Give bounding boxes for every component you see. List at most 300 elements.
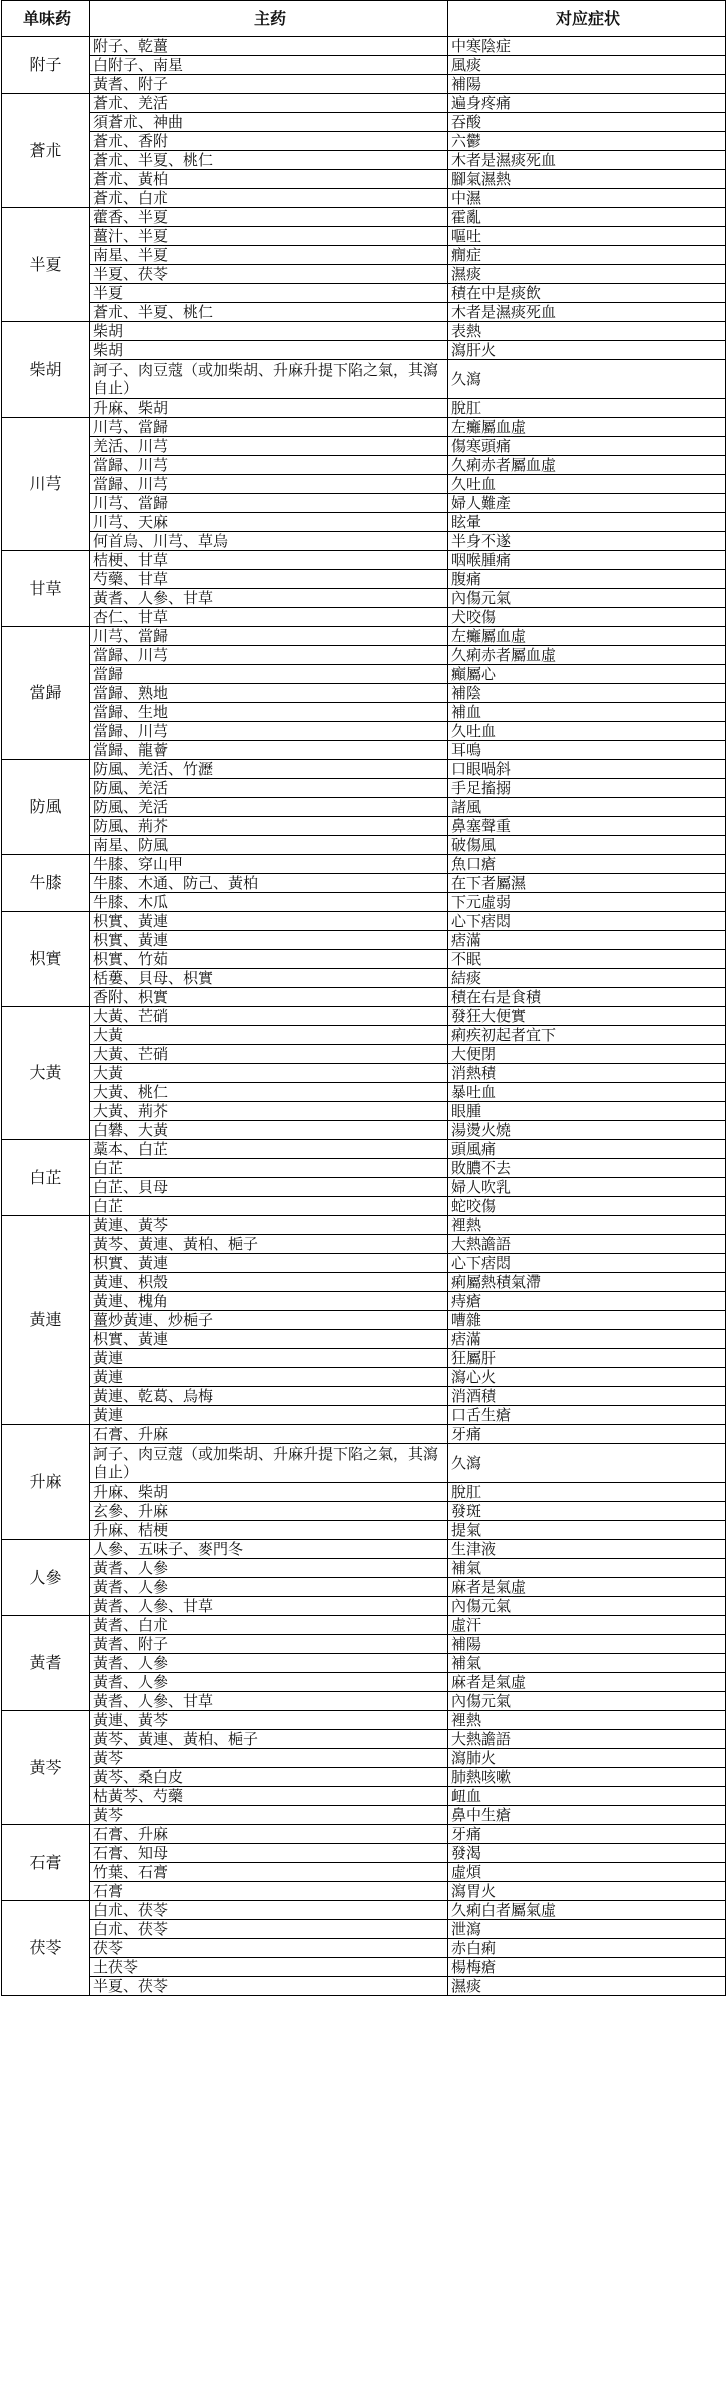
symptom-cell: 吞酸 (448, 113, 726, 132)
symptom-cell: 敗膿不去 (448, 1159, 726, 1178)
herb-name-cell: 白芷 (2, 1140, 90, 1216)
table-row (2, 1330, 726, 1349)
header-row (2, 1, 726, 37)
main-herbs-cell: 白朮、茯苓 (90, 1920, 448, 1939)
table-row (2, 950, 726, 969)
symptom-cell: 心下痞悶 (448, 1254, 726, 1273)
table-row (2, 284, 726, 303)
symptom-cell: 久瀉 (448, 1444, 726, 1483)
table-row (2, 1654, 726, 1673)
symptom-cell: 脫肛 (448, 399, 726, 418)
symptom-cell: 瀉胃火 (448, 1882, 726, 1901)
header-symptoms: 对应症状 (448, 1, 726, 37)
table-row (2, 170, 726, 189)
main-herbs-cell: 訶子、肉豆蔻（或加柴胡、升麻升提下陷之氣，其瀉自止） (90, 360, 448, 399)
table-row (2, 646, 726, 665)
table-row (2, 1863, 726, 1882)
main-herbs-cell: 白礬、大黃 (90, 1121, 448, 1140)
table-row (2, 1711, 726, 1730)
main-herbs-cell: 當歸、川芎 (90, 456, 448, 475)
main-herbs-cell: 桔梗、甘草 (90, 551, 448, 570)
table-row (2, 551, 726, 570)
symptom-cell: 瀉肝火 (448, 341, 726, 360)
symptom-cell: 發斑 (448, 1502, 726, 1521)
table-row (2, 513, 726, 532)
symptom-cell: 痢疾初起者宜下 (448, 1026, 726, 1045)
symptom-cell: 嘈雜 (448, 1311, 726, 1330)
main-herbs-cell: 川芎、當歸 (90, 494, 448, 513)
herb-name-cell: 大黃 (2, 1007, 90, 1140)
herb-table (1, 0, 726, 1996)
main-herbs-cell: 當歸、熟地 (90, 684, 448, 703)
table-row (2, 570, 726, 589)
main-herbs-cell: 升麻、柴胡 (90, 399, 448, 418)
table-row (2, 1406, 726, 1425)
symptom-cell: 赤白痢 (448, 1939, 726, 1958)
main-herbs-cell: 川芎、當歸 (90, 627, 448, 646)
symptom-cell: 頭風痛 (448, 1140, 726, 1159)
main-herbs-cell: 南星、半夏 (90, 246, 448, 265)
table-row (2, 1597, 726, 1616)
table-row (2, 1368, 726, 1387)
table-row (2, 893, 726, 912)
table-row (2, 1578, 726, 1597)
table-row (2, 1540, 726, 1559)
symptom-cell: 婦人難產 (448, 494, 726, 513)
main-herbs-cell: 大黃、芒硝 (90, 1045, 448, 1064)
table-row (2, 113, 726, 132)
table-row (2, 1958, 726, 1977)
main-herbs-cell: 杏仁、甘草 (90, 608, 448, 627)
symptom-cell: 遍身疼痛 (448, 94, 726, 113)
symptom-cell: 內傷元氣 (448, 589, 726, 608)
main-herbs-cell: 香附、枳實 (90, 988, 448, 1007)
table-row (2, 1311, 726, 1330)
table-row (2, 1235, 726, 1254)
symptom-cell: 口舌生瘡 (448, 1406, 726, 1425)
symptom-cell: 補陽 (448, 1635, 726, 1654)
main-herbs-cell: 大黃、桃仁 (90, 1083, 448, 1102)
symptom-cell: 麻者是氣虛 (448, 1673, 726, 1692)
main-herbs-cell: 黃芩、桑白皮 (90, 1768, 448, 1787)
main-herbs-cell: 白附子、南星 (90, 56, 448, 75)
table-row (2, 189, 726, 208)
table-row (2, 1806, 726, 1825)
symptom-cell: 表熱 (448, 322, 726, 341)
main-herbs-cell: 防風、羌活 (90, 798, 448, 817)
symptom-cell: 久吐血 (448, 475, 726, 494)
main-herbs-cell: 何首烏、川芎、草烏 (90, 532, 448, 551)
table-row (2, 627, 726, 646)
main-herbs-cell: 南星、防風 (90, 836, 448, 855)
symptom-cell: 發狂大便實 (448, 1007, 726, 1026)
table-row (2, 437, 726, 456)
symptom-cell: 左癱屬血虛 (448, 418, 726, 437)
main-herbs-cell: 薑汁、半夏 (90, 227, 448, 246)
main-herbs-cell: 羌活、川芎 (90, 437, 448, 456)
symptom-cell: 發渴 (448, 1844, 726, 1863)
herb-name-cell: 黃連 (2, 1216, 90, 1425)
main-herbs-cell: 半夏、茯苓 (90, 1977, 448, 1996)
main-herbs-cell: 枳實、竹茹 (90, 950, 448, 969)
symptom-cell: 傷寒頭痛 (448, 437, 726, 456)
table-row (2, 532, 726, 551)
symptom-cell: 中濕 (448, 189, 726, 208)
table-row (2, 1559, 726, 1578)
table-row (2, 1521, 726, 1540)
symptom-cell: 補氣 (448, 1559, 726, 1578)
table-row (2, 151, 726, 170)
main-herbs-cell: 升麻、桔梗 (90, 1521, 448, 1540)
main-herbs-cell: 柴胡 (90, 341, 448, 360)
table-row (2, 399, 726, 418)
table-row (2, 1102, 726, 1121)
main-herbs-cell: 石膏、升麻 (90, 1425, 448, 1444)
symptom-cell: 口眼喎斜 (448, 760, 726, 779)
main-herbs-cell: 白朮、茯苓 (90, 1901, 448, 1920)
table-row (2, 722, 726, 741)
table-row (2, 1502, 726, 1521)
symptom-cell: 積在右是食積 (448, 988, 726, 1007)
symptom-cell: 大熱譫語 (448, 1730, 726, 1749)
main-herbs-cell: 黃耆、白朮 (90, 1616, 448, 1635)
symptom-cell: 腹痛 (448, 570, 726, 589)
table-row (2, 741, 726, 760)
table-row (2, 760, 726, 779)
symptom-cell: 風痰 (448, 56, 726, 75)
table-row (2, 1787, 726, 1806)
table-row (2, 665, 726, 684)
herb-name-cell: 當歸 (2, 627, 90, 760)
symptom-cell: 六鬱 (448, 132, 726, 151)
table-row (2, 1007, 726, 1026)
symptom-cell: 痞滿 (448, 1330, 726, 1349)
symptom-cell: 生津液 (448, 1540, 726, 1559)
main-herbs-cell: 枳實、黃連 (90, 1330, 448, 1349)
herb-name-cell: 黃耆 (2, 1616, 90, 1711)
main-herbs-cell: 防風、羌活 (90, 779, 448, 798)
main-herbs-cell: 白芷 (90, 1197, 448, 1216)
table-row (2, 265, 726, 284)
symptom-cell: 補血 (448, 703, 726, 722)
main-herbs-cell: 人參、五味子、麥門冬 (90, 1540, 448, 1559)
symptom-cell: 內傷元氣 (448, 1692, 726, 1711)
symptom-cell: 大便閉 (448, 1045, 726, 1064)
main-herbs-cell: 牛膝、木通、防己、黃柏 (90, 874, 448, 893)
table-row (2, 1844, 726, 1863)
main-herbs-cell: 黃芩、黃連、黃柏、梔子 (90, 1235, 448, 1254)
table-row (2, 1616, 726, 1635)
herb-name-cell: 柴胡 (2, 322, 90, 418)
table-row (2, 208, 726, 227)
main-herbs-cell: 當歸、川芎 (90, 475, 448, 494)
table-row (2, 1768, 726, 1787)
symptom-cell: 牙痛 (448, 1425, 726, 1444)
symptom-cell: 大熱譫語 (448, 1235, 726, 1254)
header-main-herbs: 主药 (90, 1, 448, 37)
symptom-cell: 諸風 (448, 798, 726, 817)
main-herbs-cell: 蒼朮、羌活 (90, 94, 448, 113)
main-herbs-cell: 蒼朮、半夏、桃仁 (90, 151, 448, 170)
main-herbs-cell: 黃連 (90, 1349, 448, 1368)
table-row (2, 1825, 726, 1844)
symptom-cell: 補氣 (448, 1654, 726, 1673)
main-herbs-cell: 枳實、黃連 (90, 912, 448, 931)
symptom-cell: 耳鳴 (448, 741, 726, 760)
main-herbs-cell: 大黃、芒硝 (90, 1007, 448, 1026)
main-herbs-cell: 黃連、黃芩 (90, 1711, 448, 1730)
table-row (2, 1387, 726, 1406)
table-row (2, 1349, 726, 1368)
table-row (2, 1749, 726, 1768)
main-herbs-cell: 升麻、柴胡 (90, 1483, 448, 1502)
symptom-cell: 痢屬熱積氣滯 (448, 1273, 726, 1292)
main-herbs-cell: 土茯苓 (90, 1958, 448, 1977)
main-herbs-cell: 黃耆、附子 (90, 1635, 448, 1654)
main-herbs-cell: 黃耆、人參、甘草 (90, 1597, 448, 1616)
table-row (2, 1425, 726, 1444)
header-single-herb: 单味药 (2, 1, 90, 37)
table-row (2, 1064, 726, 1083)
symptom-cell: 暴吐血 (448, 1083, 726, 1102)
main-herbs-cell: 大黃、荊芥 (90, 1102, 448, 1121)
table-row (2, 227, 726, 246)
table-row (2, 779, 726, 798)
main-herbs-cell: 藁本、白芷 (90, 1140, 448, 1159)
herb-name-cell: 防風 (2, 760, 90, 855)
table-row (2, 1121, 726, 1140)
symptom-cell: 犬咬傷 (448, 608, 726, 627)
symptom-cell: 濕痰 (448, 1977, 726, 1996)
symptom-cell: 腳氣濕熱 (448, 170, 726, 189)
symptom-cell: 左癱屬血虛 (448, 627, 726, 646)
table-row (2, 56, 726, 75)
herb-name-cell: 附子 (2, 37, 90, 94)
main-herbs-cell: 石膏、知母 (90, 1844, 448, 1863)
main-herbs-cell: 黃芩 (90, 1806, 448, 1825)
symptom-cell: 泄瀉 (448, 1920, 726, 1939)
herb-name-cell: 石膏 (2, 1825, 90, 1901)
symptom-cell: 咽喉腫痛 (448, 551, 726, 570)
main-herbs-cell: 黃連、枳殼 (90, 1273, 448, 1292)
symptom-cell: 心下痞悶 (448, 912, 726, 931)
symptom-cell: 牙痛 (448, 1825, 726, 1844)
symptom-cell: 破傷風 (448, 836, 726, 855)
symptom-cell: 結痰 (448, 969, 726, 988)
table-row (2, 1197, 726, 1216)
symptom-cell: 在下者屬濕 (448, 874, 726, 893)
table-row (2, 1045, 726, 1064)
table-row (2, 1730, 726, 1749)
table-row (2, 703, 726, 722)
main-herbs-cell: 黃耆、人參 (90, 1578, 448, 1597)
symptom-cell: 裡熱 (448, 1216, 726, 1235)
table-row (2, 1977, 726, 1996)
herb-name-cell: 牛膝 (2, 855, 90, 912)
symptom-cell: 湯燙火燒 (448, 1121, 726, 1140)
main-herbs-cell: 防風、羌活、竹瀝 (90, 760, 448, 779)
main-herbs-cell: 蒼朮、黃柏 (90, 170, 448, 189)
symptom-cell: 提氣 (448, 1521, 726, 1540)
symptom-cell: 霍亂 (448, 208, 726, 227)
table-row (2, 1083, 726, 1102)
table-row (2, 608, 726, 627)
table-row (2, 589, 726, 608)
herb-name-cell: 升麻 (2, 1425, 90, 1540)
table-row (2, 1140, 726, 1159)
main-herbs-cell: 茯苓 (90, 1939, 448, 1958)
main-herbs-cell: 黃耆、人參、甘草 (90, 589, 448, 608)
main-herbs-cell: 大黃 (90, 1064, 448, 1083)
main-herbs-cell: 栝蔞、貝母、枳實 (90, 969, 448, 988)
table-row (2, 360, 726, 399)
symptom-cell: 補陰 (448, 684, 726, 703)
table-row (2, 836, 726, 855)
table-row (2, 75, 726, 94)
symptom-cell: 衄血 (448, 1787, 726, 1806)
symptom-cell: 嘔吐 (448, 227, 726, 246)
table-row (2, 969, 726, 988)
main-herbs-cell: 黃連、槐角 (90, 1292, 448, 1311)
main-herbs-cell: 須蒼朮、神曲 (90, 113, 448, 132)
table-row (2, 1901, 726, 1920)
main-herbs-cell: 牛膝、穿山甲 (90, 855, 448, 874)
symptom-cell: 瀉心火 (448, 1368, 726, 1387)
table-row (2, 798, 726, 817)
symptom-cell: 消酒積 (448, 1387, 726, 1406)
symptom-cell: 積在中是痰飲 (448, 284, 726, 303)
main-herbs-cell: 當歸、川芎 (90, 646, 448, 665)
main-herbs-cell: 竹葉、石膏 (90, 1863, 448, 1882)
symptom-cell: 脫肛 (448, 1483, 726, 1502)
table-row (2, 1216, 726, 1235)
main-herbs-cell: 藿香、半夏 (90, 208, 448, 227)
table-row (2, 855, 726, 874)
symptom-cell: 濕痰 (448, 265, 726, 284)
table-row (2, 1026, 726, 1045)
herb-name-cell: 蒼朮 (2, 94, 90, 208)
symptom-cell: 癲屬心 (448, 665, 726, 684)
main-herbs-cell: 黃連、黃芩 (90, 1216, 448, 1235)
herb-name-cell: 黃芩 (2, 1711, 90, 1825)
main-herbs-cell: 白芷、貝母 (90, 1178, 448, 1197)
main-herbs-cell: 牛膝、木瓜 (90, 893, 448, 912)
table-row (2, 1444, 726, 1483)
main-herbs-cell: 附子、乾薑 (90, 37, 448, 56)
main-herbs-cell: 枳實、黃連 (90, 931, 448, 950)
herb-name-cell: 川芎 (2, 418, 90, 551)
table-body (2, 37, 726, 1996)
table-row (2, 912, 726, 931)
main-herbs-cell: 石膏 (90, 1882, 448, 1901)
symptom-cell: 麻者是氣虛 (448, 1578, 726, 1597)
symptom-cell: 虛煩 (448, 1863, 726, 1882)
main-herbs-cell: 防風、荊芥 (90, 817, 448, 836)
table-row (2, 1273, 726, 1292)
table-row (2, 684, 726, 703)
main-herbs-cell: 半夏、茯苓 (90, 265, 448, 284)
table-row (2, 1920, 726, 1939)
table-row (2, 1292, 726, 1311)
main-herbs-cell: 半夏 (90, 284, 448, 303)
symptom-cell: 手足搐搦 (448, 779, 726, 798)
main-herbs-cell: 川芎、當歸 (90, 418, 448, 437)
symptom-cell: 狂屬肝 (448, 1349, 726, 1368)
symptom-cell: 半身不遂 (448, 532, 726, 551)
main-herbs-cell: 枯黃芩、芍藥 (90, 1787, 448, 1806)
table-row (2, 1673, 726, 1692)
symptom-cell: 婦人吹乳 (448, 1178, 726, 1197)
main-herbs-cell: 白芷 (90, 1159, 448, 1178)
symptom-cell: 久瀉 (448, 360, 726, 399)
herb-name-cell: 枳實 (2, 912, 90, 1007)
symptom-cell: 虛汗 (448, 1616, 726, 1635)
main-herbs-cell: 當歸、生地 (90, 703, 448, 722)
symptom-cell: 木者是濕痰死血 (448, 151, 726, 170)
table-row (2, 494, 726, 513)
table-row (2, 1178, 726, 1197)
table-row (2, 341, 726, 360)
main-herbs-cell: 黃連 (90, 1406, 448, 1425)
symptom-cell: 內傷元氣 (448, 1597, 726, 1616)
symptom-cell: 鼻中生瘡 (448, 1806, 726, 1825)
table-row (2, 1254, 726, 1273)
main-herbs-cell: 黃耆、人參、甘草 (90, 1692, 448, 1711)
symptom-cell: 癇症 (448, 246, 726, 265)
symptom-cell: 瀉肺火 (448, 1749, 726, 1768)
main-herbs-cell: 黃耆、人參 (90, 1673, 448, 1692)
table-row (2, 817, 726, 836)
main-herbs-cell: 黃芩 (90, 1749, 448, 1768)
table-row (2, 456, 726, 475)
main-herbs-cell: 黃耆、人參 (90, 1559, 448, 1578)
main-herbs-cell: 黃耆、附子 (90, 75, 448, 94)
symptom-cell: 中寒陰症 (448, 37, 726, 56)
main-herbs-cell: 蒼朮、香附 (90, 132, 448, 151)
symptom-cell: 久痢白者屬氣虛 (448, 1901, 726, 1920)
table-row (2, 1483, 726, 1502)
main-herbs-cell: 玄參、升麻 (90, 1502, 448, 1521)
symptom-cell: 痞滿 (448, 931, 726, 950)
symptom-cell: 蛇咬傷 (448, 1197, 726, 1216)
symptom-cell: 補陽 (448, 75, 726, 94)
main-herbs-cell: 芍藥、甘草 (90, 570, 448, 589)
main-herbs-cell: 當歸、龍薈 (90, 741, 448, 760)
symptom-cell: 魚口瘡 (448, 855, 726, 874)
symptom-cell: 痔瘡 (448, 1292, 726, 1311)
table-row (2, 303, 726, 322)
symptom-cell: 下元虛弱 (448, 893, 726, 912)
main-herbs-cell: 蒼朮、半夏、桃仁 (90, 303, 448, 322)
herb-name-cell: 半夏 (2, 208, 90, 322)
symptom-cell: 楊梅瘡 (448, 1958, 726, 1977)
main-herbs-cell: 黃耆、人參 (90, 1654, 448, 1673)
table-row (2, 322, 726, 341)
symptom-cell: 久痢赤者屬血虛 (448, 646, 726, 665)
symptom-cell: 消熱積 (448, 1064, 726, 1083)
symptom-cell: 久吐血 (448, 722, 726, 741)
herb-name-cell: 甘草 (2, 551, 90, 627)
symptom-cell: 眼腫 (448, 1102, 726, 1121)
main-herbs-cell: 川芎、天麻 (90, 513, 448, 532)
main-herbs-cell: 石膏、升麻 (90, 1825, 448, 1844)
table-row (2, 1692, 726, 1711)
table-row (2, 931, 726, 950)
main-herbs-cell: 黃芩、黃連、黃柏、梔子 (90, 1730, 448, 1749)
main-herbs-cell: 當歸、川芎 (90, 722, 448, 741)
main-herbs-cell: 當歸 (90, 665, 448, 684)
symptom-cell: 木者是濕痰死血 (448, 303, 726, 322)
